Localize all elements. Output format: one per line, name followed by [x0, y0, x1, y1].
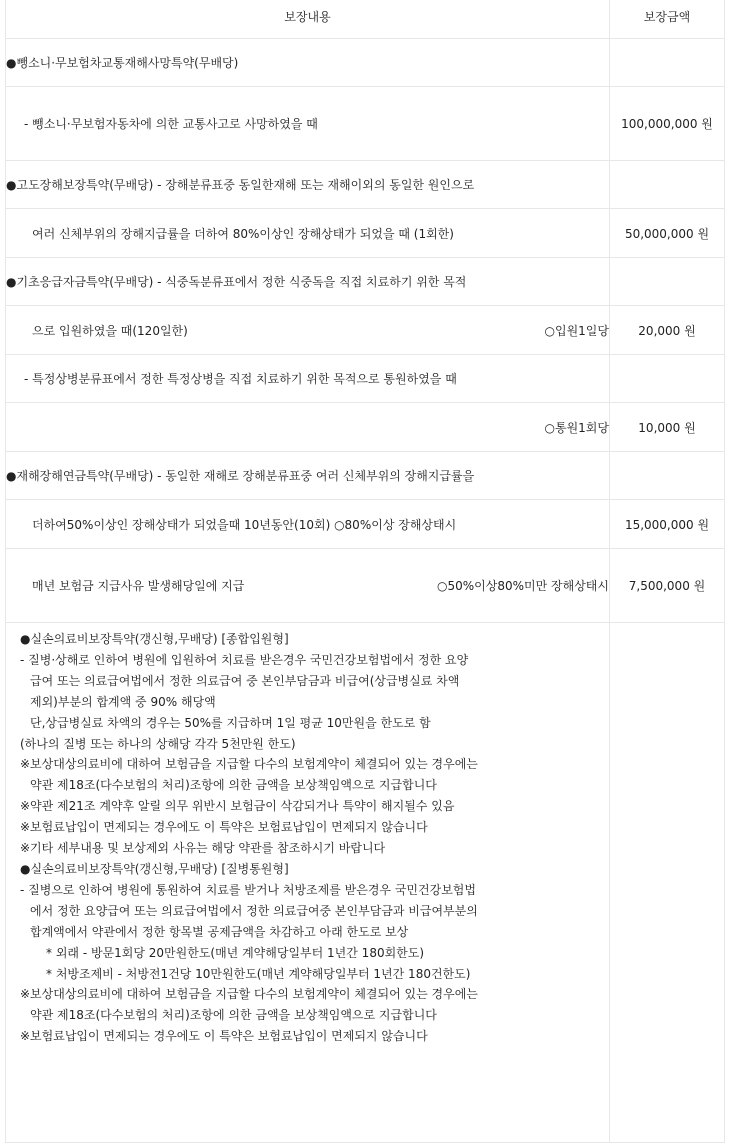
block-line: - 질병·상해로 인하여 병원에 입원하여 치료를 받은경우 국민건강보험법에서 정한 요양: [20, 652, 469, 667]
table-row: [6, 87, 725, 161]
row-desc-right: ○50%이상80%미만 장해상태시: [437, 579, 609, 593]
block-line: * 외래 - 방문1회당 20만원한도(매년 계약해당일부터 1년간 180회한도): [46, 945, 425, 960]
row-desc-right: ○입원1일당: [544, 323, 609, 338]
row-desc: ●기초응급자금특약(무배당) - 식중독분류표에서 정한 식중독을 직접 치료하기 위한 목적: [6, 258, 610, 306]
block-line: * 처방조제비 - 처방전1건당 10만원한도(매년 계약해당일부터 1년간 180건한도): [46, 966, 471, 981]
table-row: [6, 306, 725, 355]
row-desc: 여러 신체부위의 장해지급률을 더하여 80%이상인 장해상태가 되었을 때 (1회한): [6, 209, 610, 258]
row-desc: - 특정상병분류표에서 정한 특정상병을 직접 치료하기 위한 목적으로 통원하였을 때: [6, 355, 610, 403]
row-amount-empty: [610, 623, 725, 1143]
row-amount: [610, 258, 725, 306]
row-amount: 7,500,000 원: [610, 549, 725, 623]
block-line: 합계액에서 약관에서 정한 항목별 공제금액을 차감하고 아래 한도로 보상: [30, 924, 409, 939]
block-line: - 질병으로 인하여 병원에 통원하여 치료를 받거나 처방조제를 받은경우 국민건강보험법: [20, 882, 476, 897]
table-row: [6, 500, 725, 549]
row-desc: ●뺑소니·무보험차교통재해사망특약(무배당): [6, 39, 610, 87]
indemnity-text-block: [6, 623, 609, 1047]
block-line: ※약관 제21조 계약후 알릴 의무 위반시 보험금이 삭감되거나 특약이 해지될수 있음: [20, 799, 455, 814]
row-desc: ●고도장해보장특약(무배당) - 장해분류표중 동일한재해 또는 재해이외의 동일한 원인으로: [6, 161, 610, 209]
row-amount: 10,000 원: [610, 403, 725, 452]
block-line: 단,상급병실료 차액의 경우는 50%를 지급하며 1일 평균 10만원을 한도로 함: [30, 715, 431, 730]
table-row: [6, 355, 725, 403]
table-row: [6, 39, 725, 87]
row-amount: 50,000,000 원: [610, 209, 725, 258]
block-line: ※기타 세부내용 및 보상제외 사유는 해당 약관를 참조하시기 바랍니다: [20, 841, 386, 856]
coverage-table: [5, 0, 725, 1143]
row-amount: 15,000,000 원: [610, 500, 725, 549]
block-line: 제외)부분의 합계액 중 90% 해당액: [30, 694, 216, 709]
row-amount: [610, 161, 725, 209]
header-coverage-amount: 보장금액: [610, 0, 725, 39]
row-desc: [6, 549, 610, 623]
block-line: (하나의 질병 또는 하나의 상해당 각각 5천만원 한도): [20, 736, 296, 751]
block-line: ●실손의료비보장특약(갱신형,무배당) [종합입원형]: [20, 632, 289, 646]
row-desc: [6, 306, 610, 355]
block-line: 급여 또는 의료급여법에서 정한 의료급여 중 본인부담금과 비급여(상급병실료 차액: [30, 673, 460, 688]
row-desc: 더하여50%이상인 장해상태가 되었을때 10년동안(10회) ○80%이상 장해상태시: [6, 500, 610, 549]
header-coverage-content: 보장내용: [6, 0, 610, 39]
row-desc: ○통원1회당: [6, 403, 610, 452]
row-desc-block: [6, 623, 610, 1143]
table-row: [6, 209, 725, 258]
block-line: ※보상대상의료비에 대하여 보험금을 지급할 다수의 보험계약이 체결되어 있는 경우에는: [20, 987, 478, 1002]
table-row: [6, 403, 725, 452]
table-row: [6, 549, 725, 623]
table-row: [6, 161, 725, 209]
block-line: ※보험료납입이 면제되는 경우에도 이 특약은 보험료납입이 면제되지 않습니다: [20, 820, 428, 835]
row-amount: [610, 452, 725, 500]
row-amount: 100,000,000 원: [610, 87, 725, 161]
block-line: ※보상대상의료비에 대하여 보험금을 지급할 다수의 보험계약이 체결되어 있는 경우에는: [20, 757, 478, 772]
block-line: ※보험료납입이 면제되는 경우에도 이 특약은 보험료납입이 면제되지 않습니다: [20, 1029, 428, 1044]
table-row: [6, 258, 725, 306]
table-row: [6, 452, 725, 500]
row-amount: [610, 39, 725, 87]
block-line: 에서 정한 요양급여 또는 의료급여법에서 정한 의료급여중 본인부담금과 비급여부분의: [30, 903, 478, 918]
table-row: [6, 623, 725, 1143]
row-desc-left: 매년 보험금 지급사유 발생해당일에 지급: [32, 579, 245, 593]
block-line: 약관 제18조(다수보험의 처리)조항에 의한 금액을 보상책임액으로 지급합니다: [30, 1008, 437, 1023]
row-desc: - 뺑소니·무보험자동차에 의한 교통사고로 사망하였을 때: [6, 87, 610, 161]
table-header-row: [6, 0, 725, 39]
row-desc-left: 으로 입원하였을 때(120일한): [32, 323, 188, 338]
row-amount: [610, 355, 725, 403]
block-line: 약관 제18조(다수보험의 처리)조항에 의한 금액을 보상책임액으로 지급합니다: [30, 778, 437, 793]
row-amount: 20,000 원: [610, 306, 725, 355]
row-desc: ●재해장해연금특약(무배당) - 동일한 재해로 장해분류표중 여러 신체부위의 장해지급률을: [6, 452, 610, 500]
block-line: ●실손의료비보장특약(갱신형,무배당) [질병통원형]: [20, 861, 289, 876]
